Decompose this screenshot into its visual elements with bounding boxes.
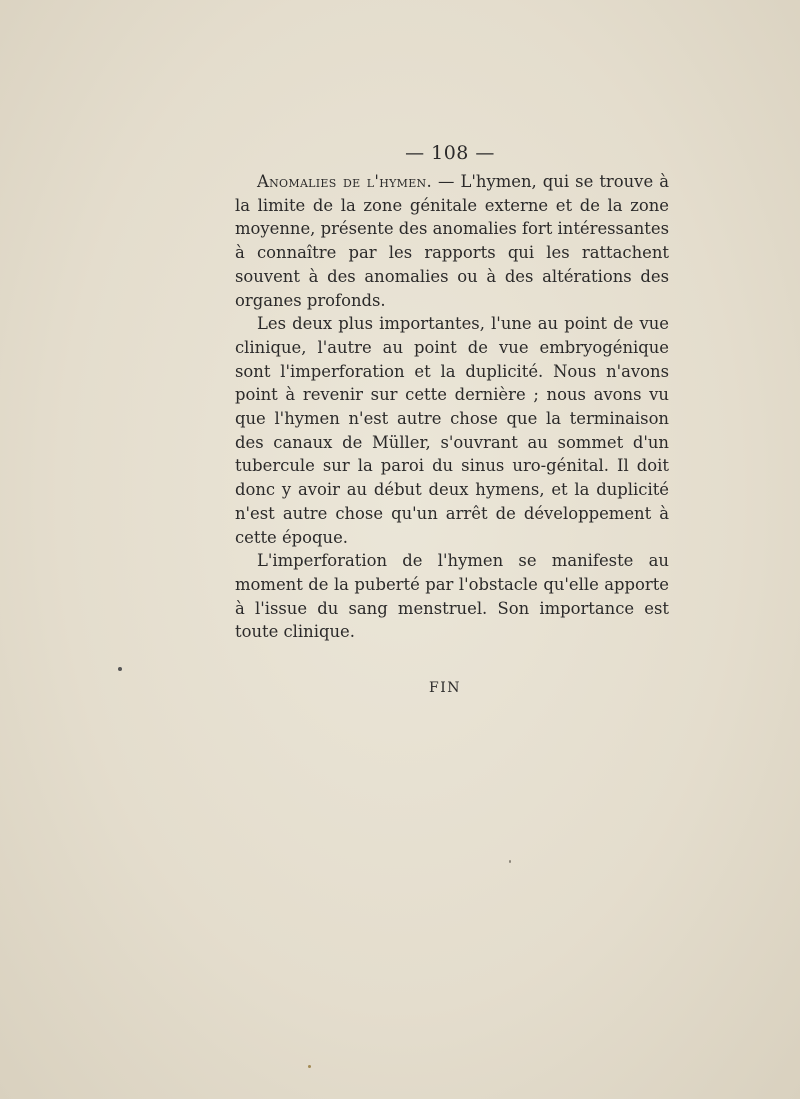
paragraph-2: Les deux plus importantes, l'une au point de vue clinique, l'autre au point de vue embryogénique sont l'imperforation et la duplicité. Nous n'avons point à revenir sur cette dernière ; nous avons vu que l'hymen n'est autre chose que la terminaison des canaux de Müller, s'ouvrant au sommet d'un tubercule sur la paroi du sinus uro-génital. Il doit donc y avoir au début deux hymens, et la duplicité n'est autre chose qu'un arrêt de développement à cette époque. bbox=[235, 314, 669, 547]
section-heading: Anomalies de l'hymen. bbox=[257, 172, 432, 191]
print-speck bbox=[308, 1065, 311, 1068]
end-marker: FIN bbox=[429, 680, 461, 696]
paragraph-1-text: L'hymen, qui se trouve à la limite de la zone génitale externe et de la zone moyenne, présente des anomalies fort intéressantes à connaître par les rapports qui les rattachent souvent à des anomalies ou à des altérations des organes profonds. bbox=[235, 172, 669, 310]
print-speck bbox=[509, 860, 511, 863]
section-dash: — bbox=[431, 172, 461, 191]
paragraph-3: L'imperforation de l'hymen se manifeste au moment de la puberté par l'obstacle qu'elle apporte à l'issue du sang menstruel. Son importance est toute clinique. bbox=[235, 551, 669, 642]
body-text bbox=[235, 170, 669, 644]
print-speck bbox=[118, 667, 122, 671]
paragraph-1 bbox=[235, 170, 669, 312]
page-number: — 108 — bbox=[405, 142, 495, 164]
